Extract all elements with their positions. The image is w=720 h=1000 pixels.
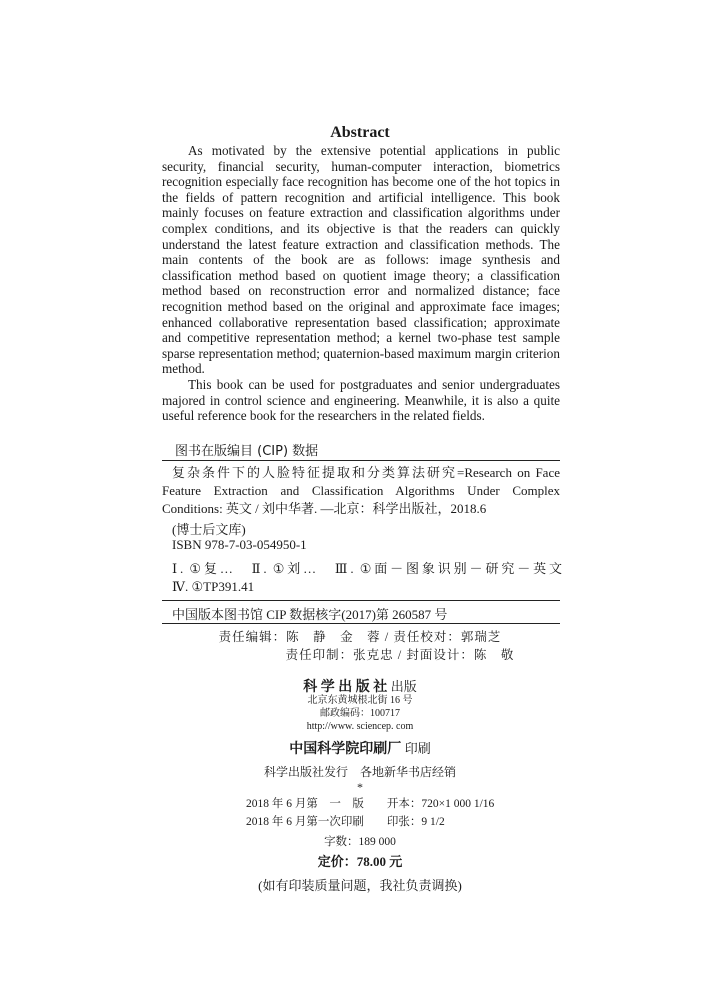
printer-line [0,738,720,758]
publisher-postal-code: 邮政编码：100717 [320,708,400,719]
cip-classification-line: Ⅰ. ①复… Ⅱ. ①刘… Ⅲ. ①面－图象识别－研究－英文 [172,561,562,576]
publisher-line [0,676,720,696]
cip-top-rule [162,460,560,461]
cip-bottom-rule [162,623,560,624]
cip-main-line: Conditions: 英文 / 刘中华著. —北京：科学出版社，2018.6 [162,501,487,516]
printer-tag: 印刷 [404,741,431,756]
cip-main-entry [162,464,560,518]
edition-line: 2018 年 6 月第 一 版 开本：720×1 000 1/16 [246,798,495,810]
quality-notice: (如有印装质量问题，我社负责调换) [258,878,462,893]
word-count: 字数：189 000 [324,836,396,848]
distribution-line: 科学出版社发行 各地新华书店经销 [263,765,456,779]
printer-name: 中国科学院印刷厂 [289,742,402,757]
publisher-url: http://www. sciencep. com [306,721,414,732]
cip-isbn: ISBN 978-7-03-054950-1 [172,537,307,552]
separator-star: * [357,780,363,794]
publisher-name: 科 学 出 版 社 [303,680,388,695]
publisher-address: 北京东黄城根北街 16 号 [307,695,413,706]
edition-line: 2018 年 6 月第一次印刷 印张：9 1/2 [246,816,445,828]
cip-classification [172,560,562,596]
abstract-body [162,143,560,424]
cip-middle-rule [162,600,560,601]
cip-classification-line: Ⅳ. ①TP391.41 [172,579,255,594]
price: 定价：78.00 元 [317,854,403,869]
abstract-title: Abstract [330,124,390,141]
staff-credits-line: 责任编辑：陈 静 金 蓉 / 责任校对：郭瑞芝 [218,630,502,644]
abstract-paragraph: This book can be used for postgraduates and senior undergraduates majored in control science and engineering. Meanwhile, it is also a quite useful reference book for the researchers in the related fields. [162,376,560,424]
cip-main-line: 复杂条件下的人脸特征提取和分类算法研究=Research on Face [172,465,560,480]
cip-series: (博士后文库) [172,522,246,537]
cip-library-number: 中国版本图书馆 CIP 数据核字(2017)第 260587 号 [172,607,448,622]
cip-heading: 图书在版编目 (CIP) 数据 [175,444,319,459]
publisher-tag: 出版 [390,679,417,694]
staff-credits-line: 责任印制：张克忠 / 封面设计：陈 敬 [285,648,515,662]
abstract-paragraph: As motivated by the extensive potential applications in public security, financial security, human-computer interaction, biometrics recognition especially face recognition has become one of the hot topics in the fields of pattern recognition and artificial intelligence. This book mainly focuses on feature extraction and classification algorithms under complex conditions, and its objective is that the readers can quickly understand the latest feature extraction and classification methods. The main contents of the book are as follows: image synthesis and classification method based on quotient image theory; a classification method based on reconstruction error and normalized distance; face recognition method based on the original and approximate face images; enhanced collaborative representation based classification; approximate and competitive representation method; a kernel two-phase test sample sparse representation method; quaternion-based maximum margin criterion method. [162,143,560,377]
cip-main-line: Feature Extraction and Classification Algorithms Under Complex [162,483,560,498]
